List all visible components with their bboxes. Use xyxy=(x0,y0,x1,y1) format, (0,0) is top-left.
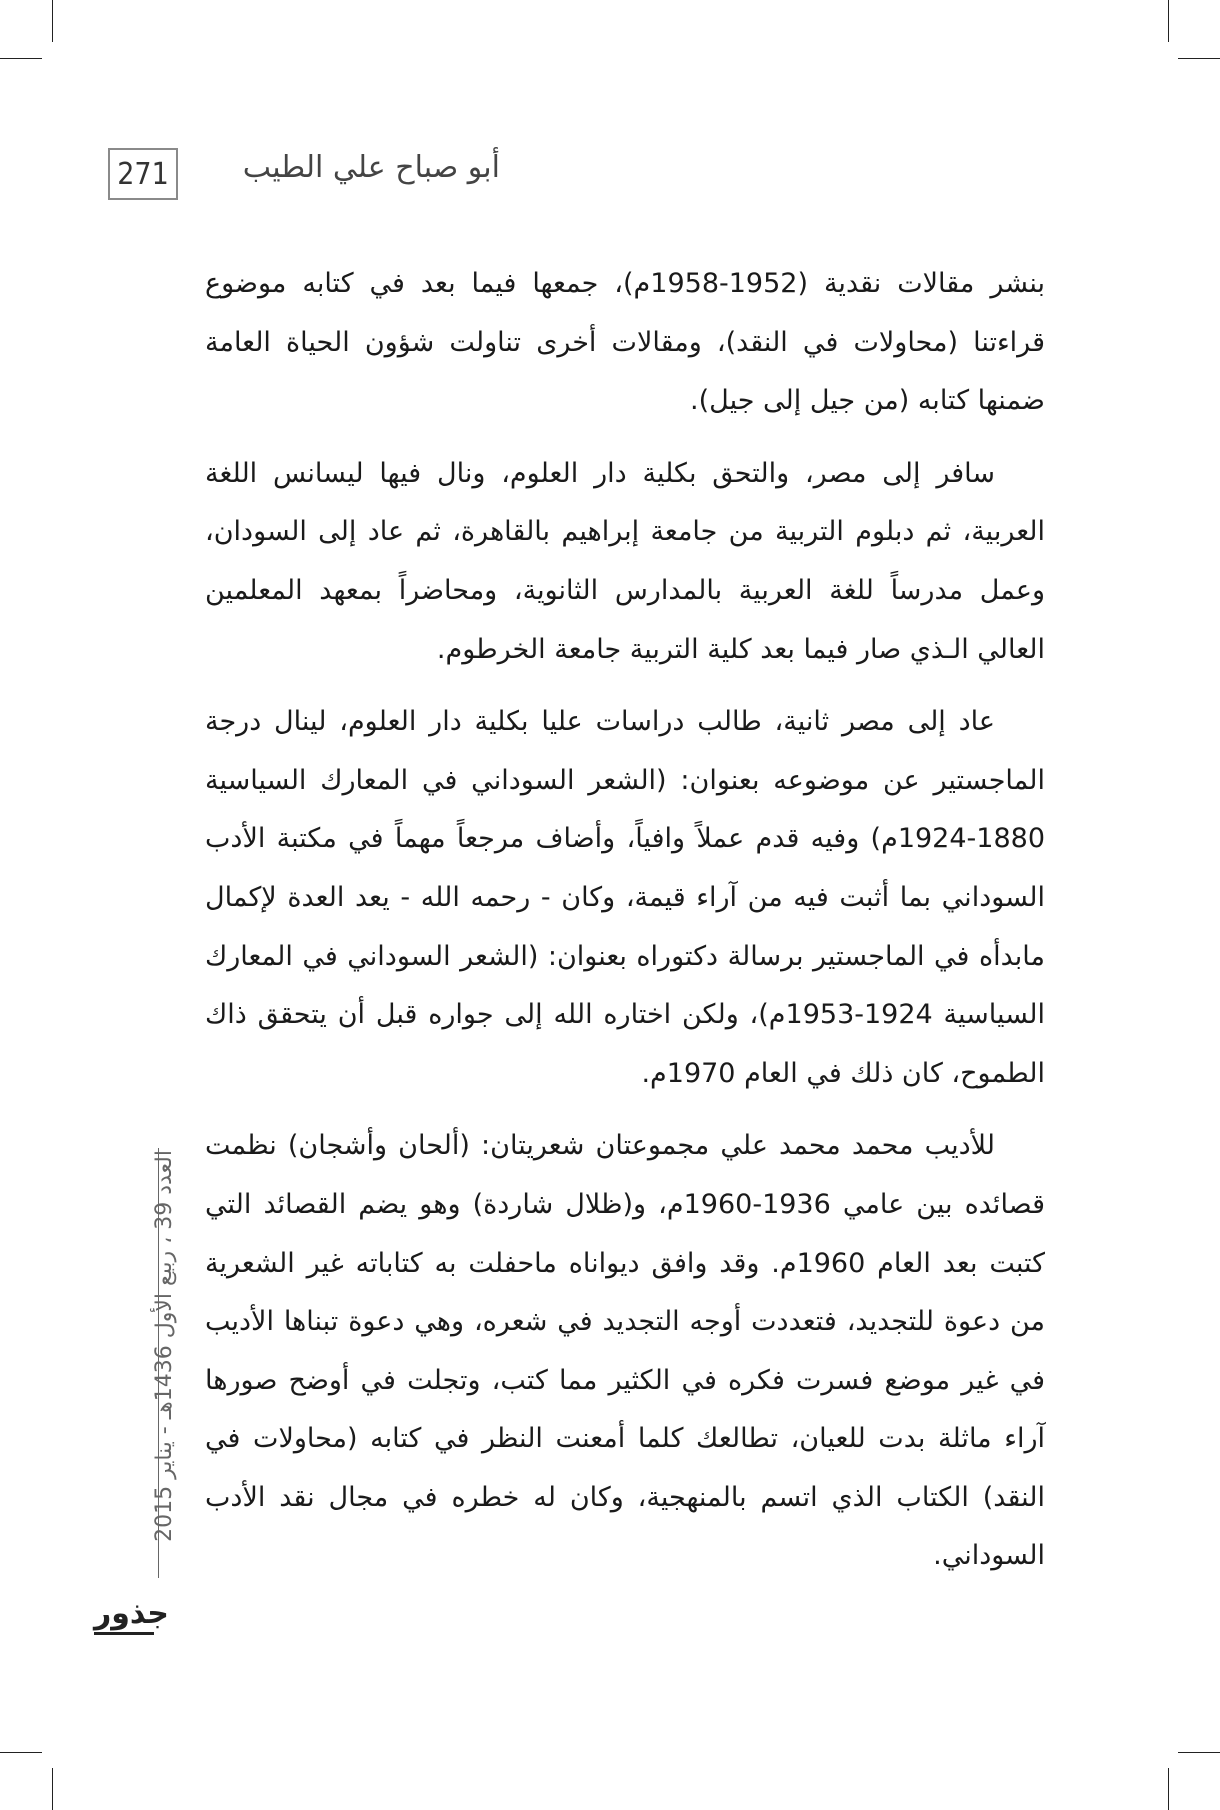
paragraph-2: سافر إلى مصر، والتحق بكلية دار العلوم، ونال فيها ليسانس اللغة العربية، ثم دبلوم التربية من جامعة إبراهيم بالقاهرة، ثم عاد إلى السودان، وعمل مدرساً للغة العربية بالمدارس الثانوية، ومحاضراً بمعهد المعلمين العالي الـذي صار فيما بعد كلية التربية جامعة الخرطوم. xyxy=(205,457,1045,665)
article-body xyxy=(205,255,1045,1600)
crop-mark-top-right-h xyxy=(1178,58,1220,59)
paragraph-3: عاد إلى مصر ثانية، طالب دراسات عليا بكلية دار العلوم، لينال درجة الماجستير عن موضوعه بعنوان: (الشعر السوداني في المعارك السياسية 1880-1924م) وفيه قدم عملاً وافياً، وأضاف مرجعاً مهماً في مكتبة الأدب السوداني بما أثبت فيه من آراء قيمة، وكان - رحمه الله - يعد العدة لإكمال مابدأه في الماجستير برسالة دكتوراه بعنوان: (الشعر السوداني في المعارك السياسية 1924-1953م)، ولكن اختاره الله إلى جواره قبل أن يتحقق ذاك الطموح، كان ذلك في العام 1970م. xyxy=(205,706,1045,1089)
journal-logo: جذور xyxy=(94,1596,169,1631)
issue-info: العدد 39 ، ربيع الأول 1436هـ - يناير 2015 xyxy=(152,1150,177,1542)
logo-underline xyxy=(94,1632,154,1635)
crop-mark-bottom-right-h xyxy=(1178,1752,1220,1753)
crop-mark-bottom-left-v xyxy=(52,1768,53,1810)
crop-mark-bottom-right-v xyxy=(1168,1768,1169,1810)
crop-mark-bottom-left-h xyxy=(0,1752,42,1753)
crop-mark-top-right-v xyxy=(1168,0,1169,42)
crop-mark-top-left-h xyxy=(0,58,42,59)
crop-mark-top-left-v xyxy=(52,0,53,42)
paragraph-1: بنشر مقالات نقدية (1952-1958م)، جمعها فيما بعد في كتابه موضوع قراءتنا (محاولات في النقد)، ومقالات أخرى تناولت شؤون الحياة العامة ضمنها كتابه (من جيل إلى جيل). xyxy=(205,268,1045,417)
paragraph-4: للأديب محمد محمد علي مجموعتان شعريتان: (ألحان وأشجان) نظمت قصائده بين عامي 1936-1960م، و(ظلال شاردة) وهو يضم القصائد التي كتبت بعد العام 1960م. وقد وافق ديواناه ماحفلت به كتاباته غير الشعرية من دعوة للتجديد، فتعددت أوجه التجديد في شعره، وهي دعوة تبناها الأديب في غير موضع فسرت فكره في الكثير مما كتب، وتجلت في أوضح صورها آراء ماثلة بدت للعيان، تطالعك كلما أمعنت النظر في كتابه (محاولات في النقد) الكتاب الذي اتسم بالمنهجية، وكان له خطره في مجال نقد الأدب السوداني. xyxy=(205,1130,1045,1572)
running-title: أبو صباح علي الطيب xyxy=(242,150,500,185)
page-number: 271 xyxy=(108,148,178,200)
